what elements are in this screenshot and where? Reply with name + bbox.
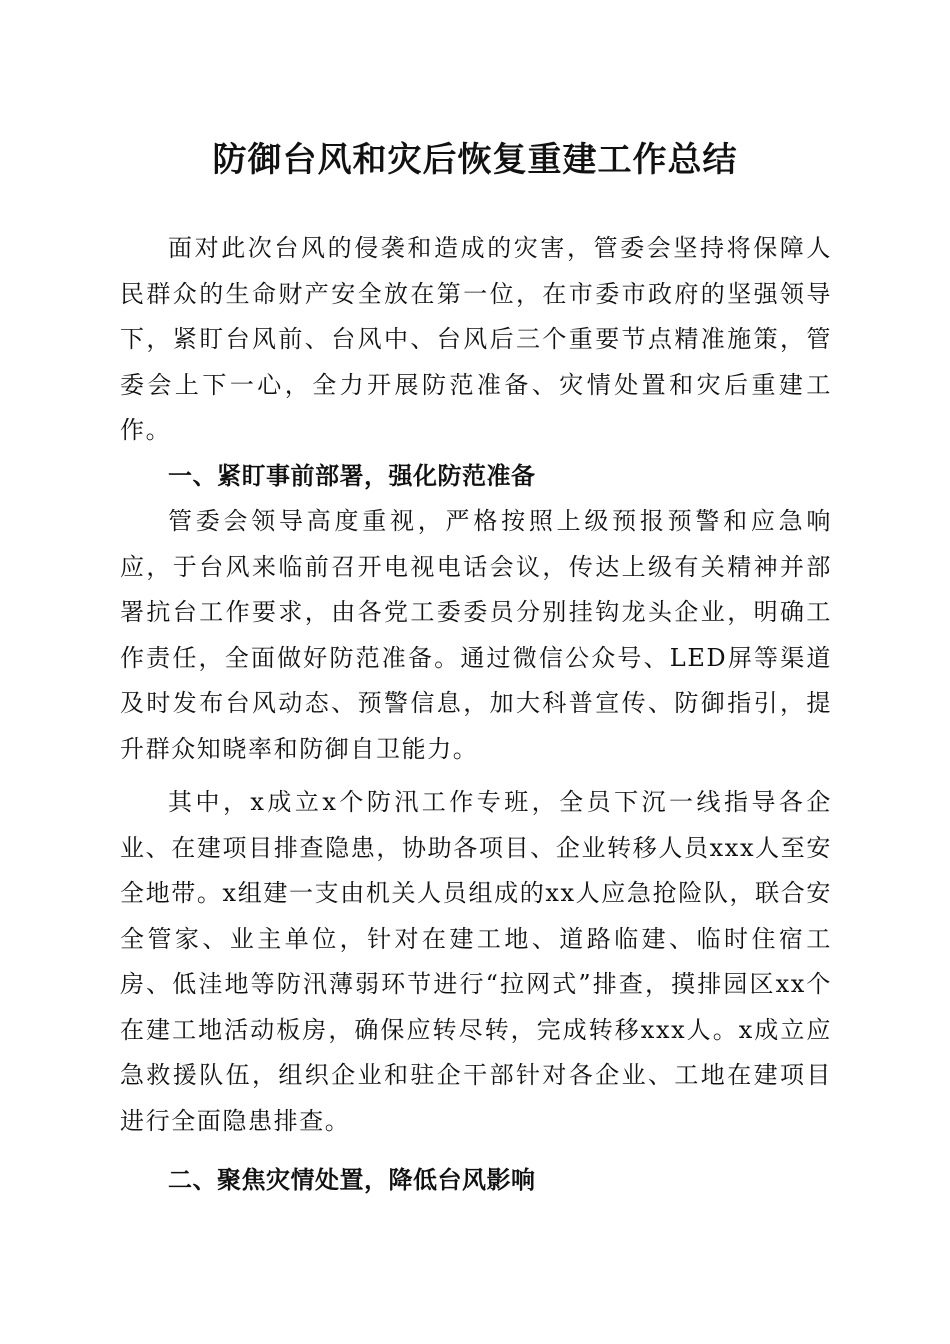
intro-paragraph: 面对此次台风的侵袭和造成的灾害，管委会坚持将保障人民群众的生命财产安全放在第一位，在市委市政府的坚强领导下，紧盯台风前、台风中、台风后三个重要节点精准施策，管委会上下一心，全力开展防范准备、灾情处置和灾后重建工作。 xyxy=(120,234,832,444)
document-body xyxy=(120,226,832,1204)
section-1-paragraph-2: 其中，x成立x个防汛工作专班，全员下沉一线指导各企业、在建项目排查隐患，协助各项目、企业转移人员xxx人至安全地带。x组建一支由机关人员组成的xx人应急抢险队，联合安全管家、业主单位，针对在建工地、道路临建、临时住宿工房、低洼地等防汛薄弱环节进行“拉网式”排查，摸排园区xx个在建工地活动板房，确保应转尽转，完成转移xxx人。x成立应急救援队伍，组织企业和驻企干部针对各企业、工地在建项目进行全面隐患排查。 xyxy=(120,788,832,1135)
section-heading-1: 一、紧盯事前部署，强化防范准备 xyxy=(168,461,536,490)
section-heading-2: 二、聚焦灾情处置，降低台风影响 xyxy=(168,1166,536,1194)
document-title: 防御台风和灾后恢复重建工作总结 xyxy=(212,140,738,180)
section-1-paragraph-1: 管委会领导高度重视，严格按照上级预报预警和应急响应，于台风来临前召开电视电话会议，传达上级有关精神并部署抗台工作要求，由各党工委委员分别挂钩龙头企业，明确工作责任，全面做好防范准备。通过微信公众号、LED屏等渠道及时发布台风动态、预警信息，加大科普宣传、防御指引，提升群众知晓率和防御自卫能力。 xyxy=(120,507,832,763)
